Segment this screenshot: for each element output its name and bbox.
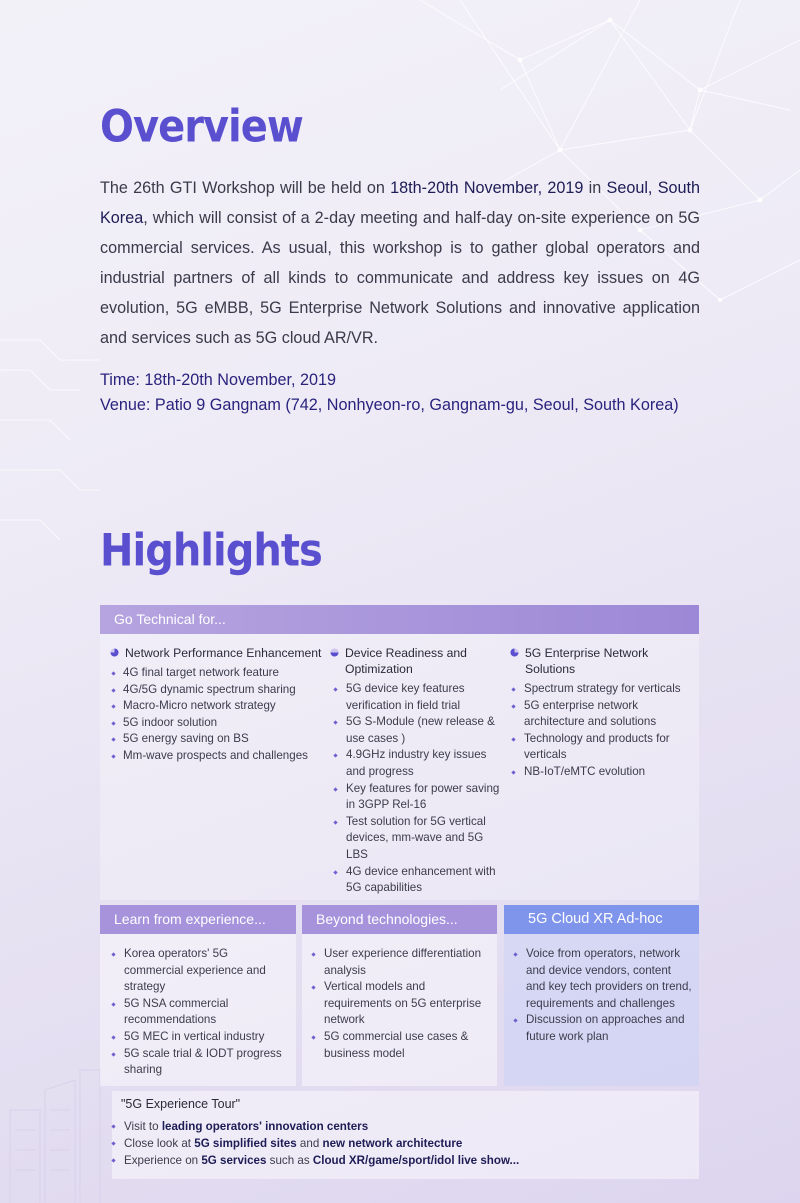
highlight-text: 5G simplified sites — [194, 1137, 297, 1150]
list-item: 5G MEC in vertical industry — [110, 1029, 290, 1046]
network-performance-column — [110, 645, 326, 765]
list-item: Discussion on approaches and future work plan — [512, 1012, 692, 1045]
device-readiness-heading — [330, 645, 505, 677]
network-performance-heading — [110, 645, 326, 661]
highlight-text: leading operators' innovation centers — [161, 1120, 369, 1133]
list-item: 4G device enhancement with 5G capabilities — [332, 864, 505, 897]
pie-bullet-icon — [330, 648, 339, 657]
pie-bullet-icon — [510, 648, 519, 657]
text-segment: such as — [266, 1154, 313, 1167]
learn-from-experience-bar: Learn from experience... — [100, 905, 296, 934]
enterprise-solutions-heading — [510, 645, 700, 677]
list-item: NB-IoT/eMTC evolution — [510, 764, 700, 781]
text-segment: and — [296, 1137, 323, 1150]
overview-intro — [100, 173, 700, 353]
tour-item — [110, 1135, 690, 1152]
tour-item — [110, 1152, 690, 1169]
list-item: 5G NSA commercial recommendations — [110, 996, 290, 1029]
list-item: 4G/5G dynamic spectrum sharing — [110, 682, 326, 699]
list-item: User experience differentiation analysis — [310, 946, 490, 979]
text-segment: Close look at — [124, 1137, 195, 1150]
enterprise-solutions-list — [510, 681, 700, 781]
experience-tour-title: "5G Experience Tour" — [121, 1097, 241, 1111]
highlight-text: 5G services — [201, 1154, 267, 1167]
text-segment: , which will consist of a 2-day meeting and half-day on-site experience on 5G commercial services. As usual, this workshop is to gather global operators and industrial partners of all kinds to communicate and address key issues on 4G evolution, 5G eMBB, 5G Enterprise Network Solutions and innovative application and services such as 5G cloud AR/VR. — [100, 209, 700, 347]
list-item: Korea operators' 5G commercial experience and strategy — [110, 946, 290, 996]
experience-tour-list — [110, 1118, 690, 1169]
highlight-text: 18th-20th November, 2019 — [390, 179, 584, 197]
pie-bullet-icon — [110, 648, 119, 657]
tour-item — [110, 1118, 690, 1135]
list-item: Spectrum strategy for verticals — [510, 681, 700, 698]
list-item: Vertical models and requirements on 5G enterprise network — [310, 979, 490, 1029]
enterprise-solutions-column — [510, 645, 700, 781]
device-readiness-list — [332, 681, 505, 897]
list-item: 4G final target network feature — [110, 665, 326, 682]
text-segment: Experience on — [124, 1154, 202, 1167]
list-item: Test solution for 5G vertical devices, mm-wave and 5G LBS — [332, 814, 505, 864]
list-item: 5G energy saving on BS — [110, 731, 326, 748]
event-venue: Venue: Patio 9 Gangnam (742, Nonhyeon-ro, Gangnam-gu, Seoul, South Korea) — [100, 396, 679, 414]
list-item: 5G indoor solution — [110, 715, 326, 732]
network-performance-list — [110, 665, 326, 765]
list-item: 5G S-Module (new release & use cases ) — [332, 714, 505, 747]
highlights-title: Highlights — [100, 525, 322, 577]
cloud-xr-bar: 5G Cloud XR Ad-hoc — [504, 905, 699, 934]
text-segment: The 26th GTI Workshop will be held on — [100, 179, 391, 197]
list-item: 5G device key features verification in field trial — [332, 681, 505, 714]
beyond-technologies-bar: Beyond technologies... — [302, 905, 497, 934]
cloud-xr-list — [512, 946, 692, 1046]
overview-title: Overview — [100, 101, 303, 153]
list-item: Macro-Micro network strategy — [110, 698, 326, 715]
learn-from-experience-list — [110, 946, 290, 1079]
go-technical-bar: Go Technical for... — [100, 605, 699, 634]
network-performance-heading-text: Network Performance Enhancement — [125, 646, 322, 660]
beyond-technologies-list — [310, 946, 490, 1062]
list-item: 5G commercial use cases & business model — [310, 1029, 490, 1062]
list-item: Voice from operators, network and device vendors, content and key tech providers on trend, requirements and challenges — [512, 946, 692, 1012]
text-segment: in — [583, 179, 607, 197]
list-item: Mm-wave prospects and challenges — [110, 748, 326, 765]
device-readiness-column — [330, 645, 505, 897]
text-segment: Visit to — [124, 1120, 162, 1133]
list-item: 4.9GHz industry key issues and progress — [332, 747, 505, 780]
device-readiness-heading-text: Device Readiness and Optimization — [345, 646, 467, 676]
list-item: 5G enterprise network architecture and solutions — [510, 698, 700, 731]
highlight-text: Cloud XR/game/sport/idol live show... — [312, 1154, 520, 1167]
list-item: 5G scale trial & IODT progress sharing — [110, 1046, 290, 1079]
highlight-text: Seoul, South Korea — [100, 179, 700, 227]
event-time: Time: 18th-20th November, 2019 — [100, 371, 337, 389]
enterprise-solutions-heading-text: 5G Enterprise Network Solutions — [525, 646, 649, 676]
highlight-text: new network architecture — [322, 1137, 463, 1150]
list-item: Key features for power saving in 3GPP Rel-16 — [332, 781, 505, 814]
list-item: Technology and products for verticals — [510, 731, 700, 764]
